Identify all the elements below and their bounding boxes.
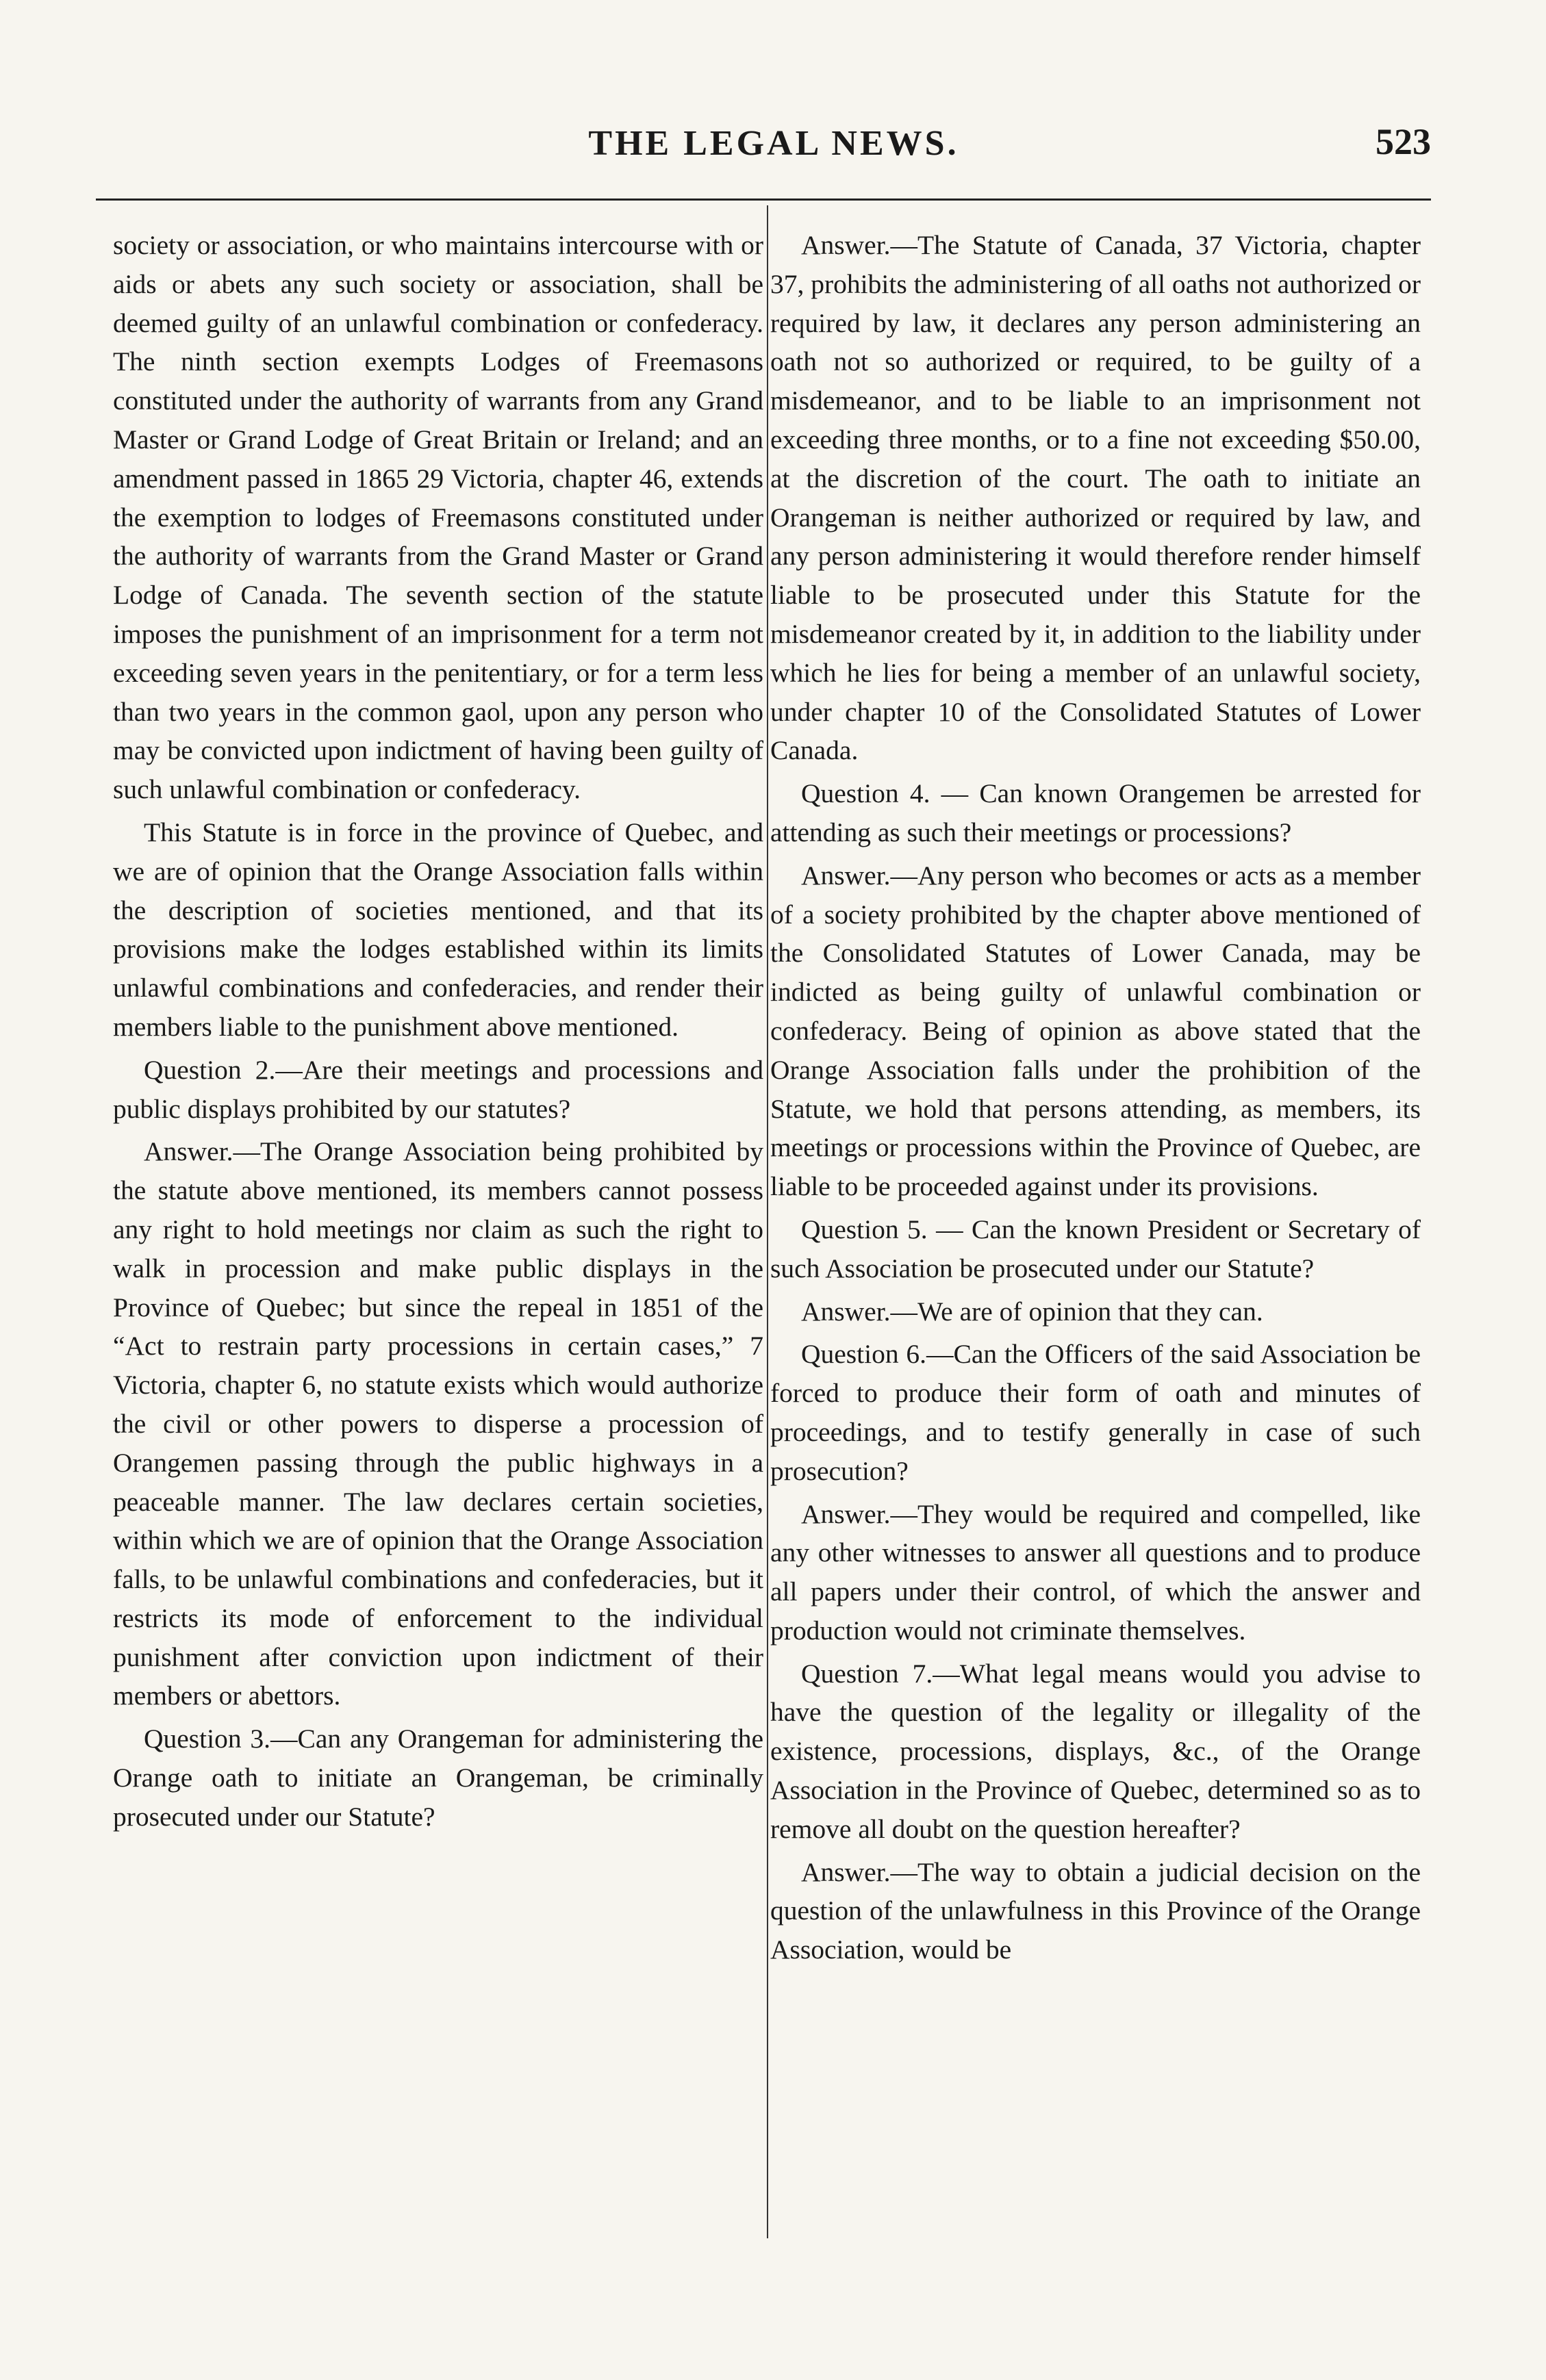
paragraph: Answer.—The way to obtain a judicial decision on the question of the unlawfulness in this Province of the Orange Association, would be bbox=[770, 1856, 1421, 1965]
paragraph: Question 7.—What legal means would you advise to have the question of the legality or illegality of the existence, processions, displays, &c., of the Orange Association in the Province of Quebec, determined so as to remove all doubt on the question hereafter? bbox=[770, 1658, 1421, 1844]
paragraph: Question 5. — Can the known President or Secretary of such Association be prosecuted under our Statute? bbox=[770, 1214, 1421, 1283]
paragraph: Question 4. — Can known Orangemen be arrested for attending as such their meetings or processions? bbox=[770, 778, 1421, 847]
page-number: 523 bbox=[1376, 121, 1431, 162]
paragraph: Answer.—Any person who becomes or acts as a member of a society prohibited by the chapter above mentioned of the Consolidated Statutes of Lower Canada, may be indicted as being guilty of unlawful combination or confederacy. Being of opinion as above stated that the Orange Association falls under the prohibition of the Statute, we hold that persons attending, as members, its meetings or processions within the Province of Quebec, are liable to be proceeded against under its provisions. bbox=[770, 860, 1421, 1202]
paragraph: Question 3.—Can any Orangeman for administering the Orange oath to initiate an Orangeman, be criminally prosecuted under our Statute? bbox=[113, 1724, 763, 1832]
paragraph: Answer.—We are of opinion that they can. bbox=[801, 1296, 1263, 1327]
page-header bbox=[103, 103, 1445, 185]
paragraph: Answer.—The Statute of Canada, 37 Victoria, chapter 37, prohibits the administering of all oaths not authorized or required by law, it declares any person administering an oath not so authorized or required, to be guilty of a misdemeanor, and to be liable to an imprisonment not exceeding three months, or to a fine not exceeding $50.00, at the discretion of the court. The oath to initiate an Orangeman is neither authorized or required by law, and any person administering it would therefore render himself liable to be prosecuted under this Statute for the misdemeanor created by it, in addition to the liability under which he lies for being a member of an unlawful society, under chapter 10 of the Consolidated Statutes of Lower Canada. bbox=[770, 230, 1421, 766]
header-rule bbox=[96, 199, 1431, 201]
paragraph: Answer.—They would be required and compelled, like any other witnesses to answer all questions and to produce all papers under their control, of which the answer and production would not criminate themselves. bbox=[770, 1498, 1421, 1646]
paragraph: Question 2.—Are their meetings and processions and public displays prohibited by our statutes? bbox=[113, 1054, 763, 1124]
paragraph: This Statute is in force in the province of Quebec, and we are of opinion that the Orange Association falls within the description of societies mentioned, and that its provisions make the lodges established within its limits unlawful combinations and confederacies, and render their members liable to the punishment above mentioned. bbox=[113, 817, 763, 1042]
left-column bbox=[113, 226, 763, 1841]
running-title: THE LEGAL NEWS. bbox=[588, 124, 959, 163]
paragraph: Question 6.—Can the Officers of the said Association be forced to produce their form of oath and minutes of proceedings, and to testify generally in case of such prosecution? bbox=[770, 1339, 1421, 1486]
paragraph: Answer.—The Orange Association being prohibited by the statute above mentioned, its members cannot possess any right to hold meetings nor claim as such the right to walk in procession and make public displays in the Province of Quebec; but since the repeal in 1851 of the “Act to restrain party processions in certain cases,” 7 Victoria, chapter 6, no statute exists which would authorize the civil or other powers to disperse a procession of Orangemen passing through the public highways in a peaceable manner. The law declares certain societies, within which we are of opinion that the Orange Association falls, to be unlawful combinations and confederacies, but it restricts its mode of enforcement to the individual punishment after conviction upon indictment of their members or abettors. bbox=[113, 1136, 763, 1711]
column-divider bbox=[767, 205, 768, 2238]
paragraph: society or association, or who maintains intercourse with or aids or abets any such society or association, shall be deemed guilty of an unlawful combination or confederacy. The ninth section exempts Lodges of Freemasons constituted under the authority of warrants from any Grand Master or Grand Lodge of Great Britain or Ireland; and an amendment passed in 1865 29 Victoria, chapter 46, extends the exemption to lodges of Freemasons constituted under the authority of warrants from the Grand Master or Grand Lodge of Canada. The seventh section of the statute imposes the punishment of an imprisonment for a term not exceeding seven years in the penitentiary, or for a term less than two years in the common gaol, upon any person who may be convicted upon indictment of having been guilty of such unlawful combination or confederacy. bbox=[113, 230, 763, 805]
right-column bbox=[770, 226, 1421, 1973]
